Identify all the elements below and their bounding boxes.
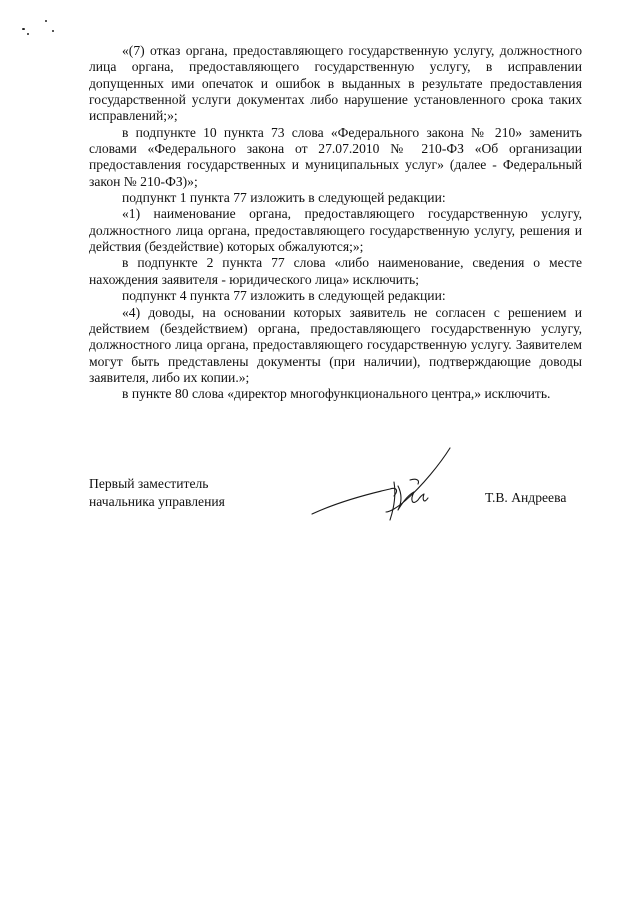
signatory-name: Т.В. Андреева [485, 490, 567, 505]
paragraph: подпункт 1 пункта 77 изложить в следующей редакции: [122, 190, 446, 206]
paragraph: в пункте 80 слова «директор многофункционального центра,» исключить. [122, 386, 551, 402]
paragraph: в подпункте 10 пункта 73 слова «Федерального закона № 210» заменить словами «Федерального закона от 27.07.2010 № 210-ФЗ «Об организации предоставления государственных и муниципальных услуг» (далее - Федеральный закон № 210-ФЗ)»; [89, 124, 582, 189]
paragraph: «(7) отказ органа, предоставляющего государственную услугу, должностного лица органа, предоставляющего государственную услугу, в исправлении допущенных ими опечаток и ошибок в выданных в результате предоставления государственной услуги документах либо нарушение установленного срока таких исправлений;»; [89, 43, 582, 124]
paragraph: в подпункте 2 пункта 77 слова «либо наименование, сведения о месте нахождения заявителя - юридического лица» исключить; [89, 255, 582, 287]
scan-speck [45, 20, 47, 22]
handwritten-signature [310, 442, 460, 527]
scan-speck [22, 28, 25, 30]
scan-speck [52, 30, 54, 32]
scan-speck [27, 33, 29, 35]
paragraph: «1) наименование органа, предоставляющего государственную услугу, должностного лица органа, предоставляющего государственную услугу, решения и действия (бездействие) которых обжалуются;»; [89, 206, 582, 255]
signatory-position-line: начальника управления [89, 494, 225, 509]
signatory-position-line: Первый заместитель [89, 476, 209, 491]
paragraph: «4) доводы, на основании которых заявитель не согласен с решением и действием (бездействием) органа, предоставляющего государственную услугу, должностного лица органа, предоставляющего государственную услугу. Заявителем могут быть представлены документы (при наличии), подтверждающие доводы заявителя, либо их копии.»; [89, 304, 582, 385]
document-body [89, 43, 582, 403]
signatory-position [89, 475, 225, 511]
paragraph: подпункт 4 пункта 77 изложить в следующей редакции: [122, 288, 446, 304]
